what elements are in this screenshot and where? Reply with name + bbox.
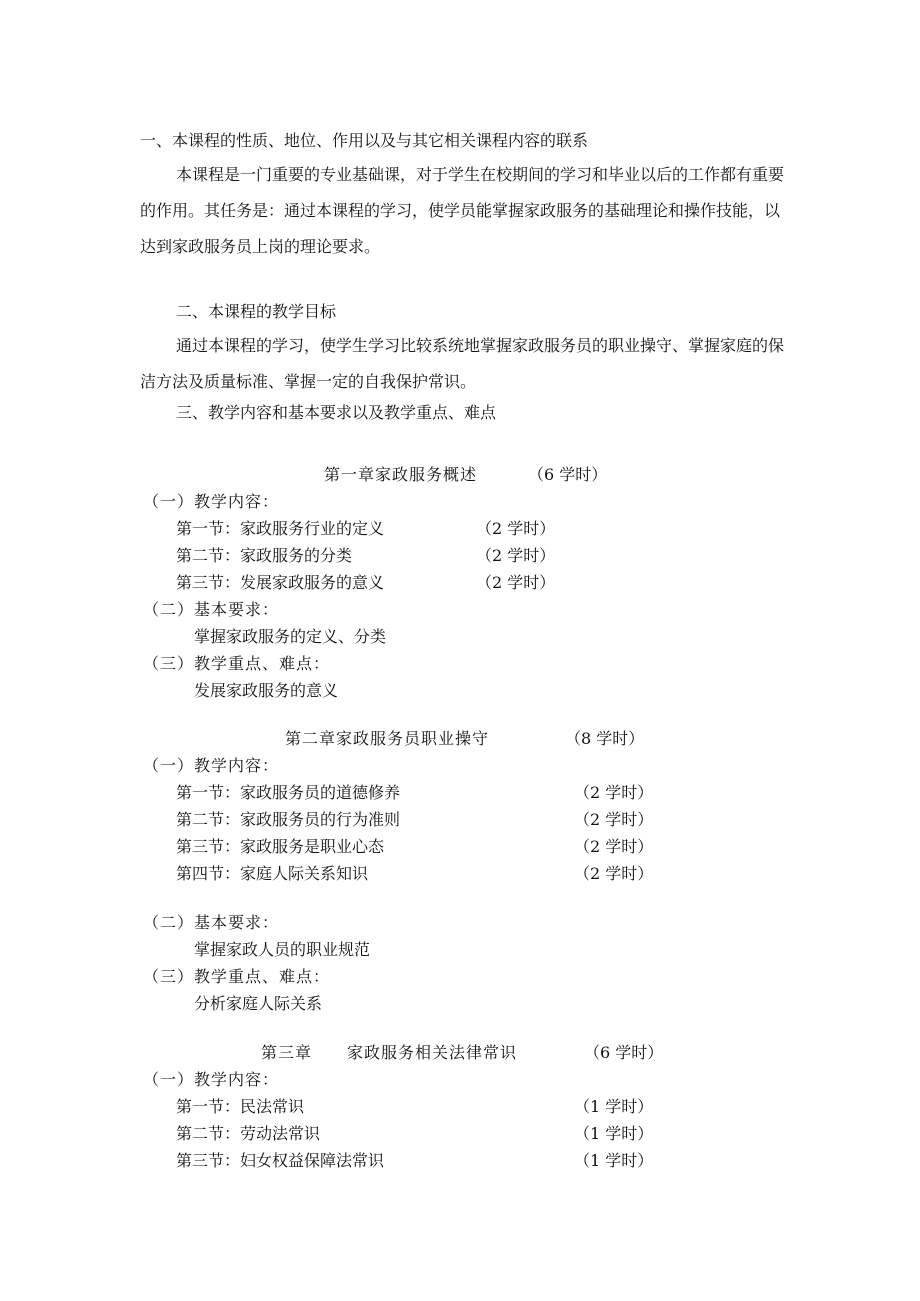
paragraph-nature-text: 本课程是一门重要的专业基础课，对于学生在校期间的学习和毕业以后的工作都有重要的作用。其任务是：通过本课程的学习，使学员能掌握家政服务的基础理论和操作技能，以达到家政服务员上岗的理论要求。	[140, 165, 785, 256]
chapter2-section1: 第一节：家政服务员的道德修养	[176, 783, 401, 802]
chapter3-hours: （6 学时）	[584, 1043, 664, 1062]
chapter3-section3-hours: （1 学时）	[574, 1151, 654, 1170]
chapter2-req-label: （二）基本要求：	[143, 913, 280, 932]
chapter2-section3: 第三节：家政服务是职业心态	[176, 837, 385, 856]
chapter1-content-label: （一）教学内容：	[143, 492, 280, 511]
chapter2-key: 分析家庭人际关系	[194, 994, 323, 1013]
chapter2-content-label: （一）教学内容：	[143, 756, 280, 775]
chapter1-section3: 第三节：发展家政服务的意义	[176, 573, 385, 592]
chapter3-section3: 第三节：妇女权益保障法常识	[176, 1151, 385, 1170]
chapter2-section4: 第四节：家庭人际关系知识	[176, 864, 369, 883]
chapter2-section1-hours: （2 学时）	[574, 783, 654, 802]
chapter1-title: 第一章家政服务概述	[324, 465, 478, 484]
chapter2-section4-hours: （2 学时）	[574, 864, 654, 883]
chapter2-req: 掌握家政人员的职业规范	[194, 940, 371, 959]
chapter3-section1-hours: （1 学时）	[574, 1097, 654, 1116]
chapter1-key-label: （三）教学重点、难点：	[143, 654, 331, 673]
chapter1-key: 发展家政服务的意义	[194, 681, 339, 700]
chapter2-section2-hours: （2 学时）	[574, 810, 654, 829]
heading-content: 三、教学内容和基本要求以及教学重点、难点	[176, 403, 497, 422]
chapter2-title: 第二章家政服务员职业操守	[285, 729, 490, 748]
chapter1-req: 掌握家政服务的定义、分类	[194, 627, 387, 646]
chapter1-req-label: （二）基本要求：	[143, 600, 280, 619]
paragraph-objectives-text: 通过本课程的学习，使学生学习比较系统地掌握家政服务员的职业操守、掌握家庭的保洁方法及质量标准、掌握一定的自我保护常识。	[140, 336, 785, 391]
chapter3-section2: 第二节：劳动法常识	[176, 1124, 321, 1143]
paragraph-nature	[140, 157, 794, 265]
chapter2-section2: 第二节：家政服务员的行为准则	[176, 810, 401, 829]
chapter3-section2-hours: （1 学时）	[574, 1124, 654, 1143]
chapter1-section2-hours: （2 学时）	[476, 546, 556, 565]
chapter3-title: 家政服务相关法律常识	[347, 1043, 518, 1062]
chapter1-section3-hours: （2 学时）	[476, 573, 556, 592]
heading-objectives: 二、本课程的教学目标	[176, 302, 337, 321]
chapter2-hours: （8 学时）	[565, 729, 645, 748]
chapter3-section1: 第一节：民法常识	[176, 1097, 305, 1116]
chapter2-key-label: （三）教学重点、难点：	[143, 967, 331, 986]
chapter2-section3-hours: （2 学时）	[574, 837, 654, 856]
paragraph-objectives	[140, 328, 794, 400]
chapter1-section2: 第二节：家政服务的分类	[176, 546, 353, 565]
chapter3-content-label: （一）教学内容：	[143, 1070, 280, 1089]
chapter1-hours: （6 学时）	[528, 465, 608, 484]
chapter3-title-number: 第三章	[261, 1043, 313, 1062]
heading-nature: 一、本课程的性质、地位、作用以及与其它相关课程内容的联系	[140, 131, 589, 150]
chapter1-section1: 第一节：家政服务行业的定义	[176, 519, 385, 538]
chapter1-section1-hours: （2 学时）	[476, 519, 556, 538]
